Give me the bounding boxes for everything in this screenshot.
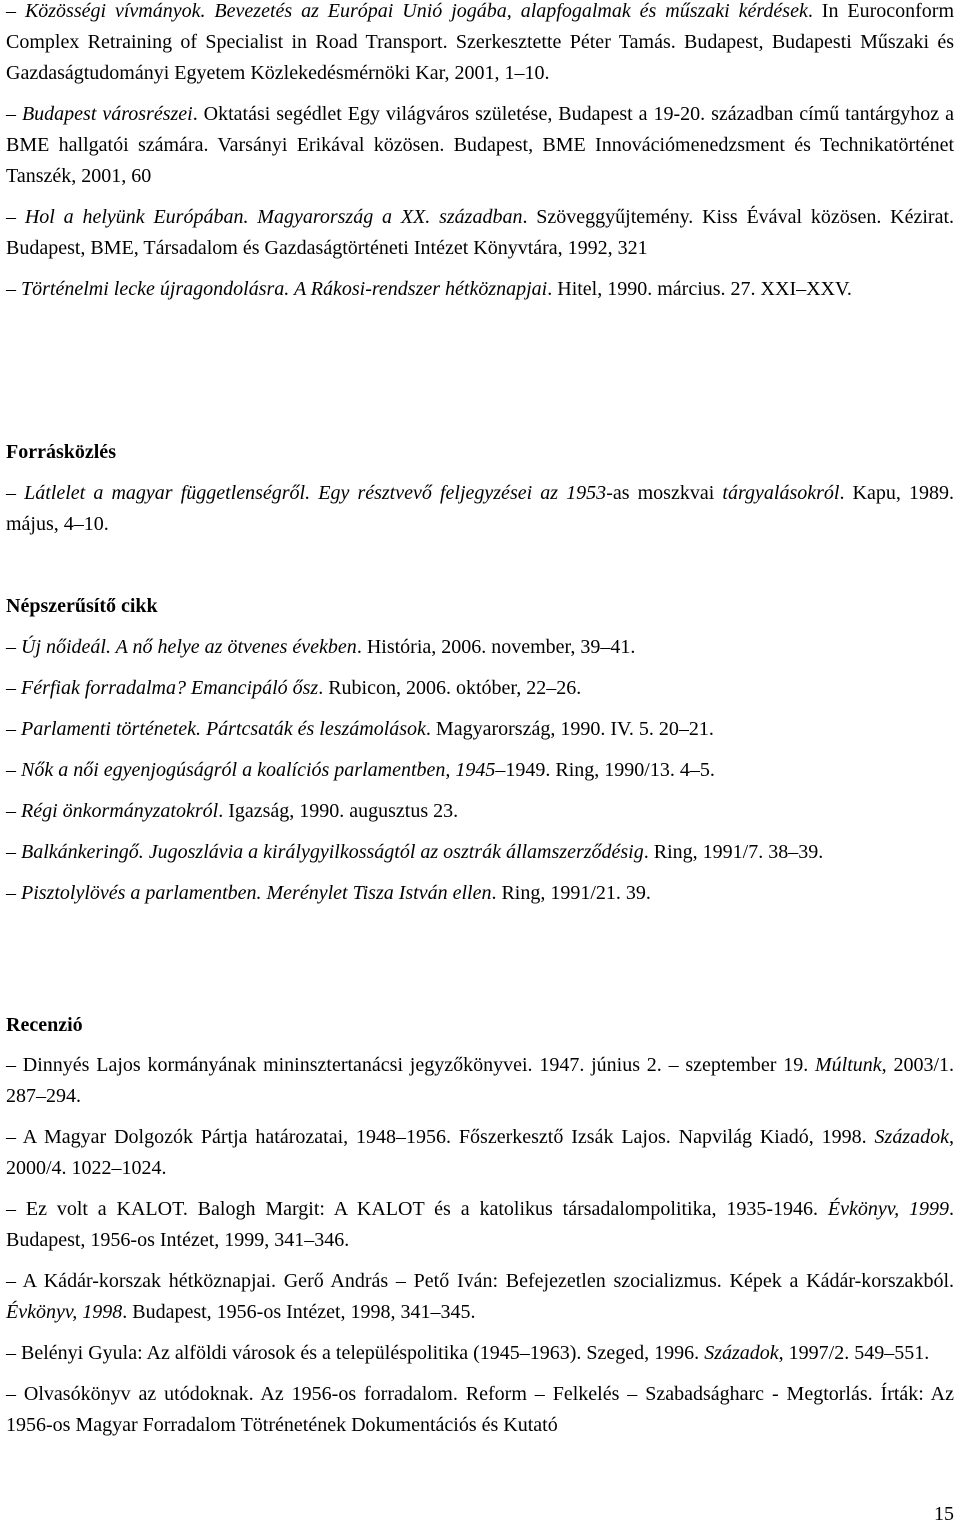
entry-title-italic: Balkánkeringő. Jugoszlávia a királygyilkosságtól az osztrák államszerződésig [21,841,644,863]
entry-text: – [6,677,21,699]
entry-text: , 2000/4. 1022–1024. [6,1126,954,1179]
entry-text: -as moszkvai [606,482,723,504]
entry-text: – [6,278,21,300]
bibliography-list-forraskozles [6,478,954,540]
entry-text: – A Kádár-korszak hétköznapjai. Gerő András – Pető Iván: Befejezetlen szocializmus. Képek a Kádár-korszakból. [6,1270,954,1292]
bibliography-entry [6,837,954,868]
section-heading-forraskozles: Forrásközlés [6,441,116,463]
entry-title-italic: Közösségi vívmányok. Bevezetés az Európai Unió jogába, alapfogalmak és műszaki kérdések [24,0,808,22]
entry-title-italic: Múltunk [815,1054,882,1076]
entry-text: . Oktatási segédlet Egy világváros születése, Budapest a 19-20. században című tantárgyhoz a BME hallgatói számára. Varsányi Erikával közösen. Budapest, BME Innovációmenedzsment és Technikatörténet Tanszék, 2001, 60 [6,103,955,187]
entry-text: , 1997/2. 549–551. [778,1342,930,1364]
entry-title-italic: Új nőideál. A nő helye az ötvenes években [21,636,357,658]
entry-text: – [6,882,21,904]
entry-text: – [6,718,21,740]
bibliography-entry [6,632,954,663]
entry-text: . História, 2006. november, 39–41. [356,636,636,658]
entry-title-italic: Látlelet a magyar függetlenségről. Egy résztvevő feljegyzései az 1953 [24,482,607,504]
bibliography-entry [6,1194,954,1256]
entry-text: – A Magyar Dolgozók Pártja határozatai, 1948–1956. Főszerkesztő Izsák Lajos. Napvilág Kiadó, 1998. [6,1126,875,1148]
entry-text: . Kapu, 1989. május, 4–10. [6,482,954,535]
entry-text: . Budapest, 1956-os Intézet, 1998, 341–345. [122,1301,476,1323]
entry-text: – Belényi Gyula: Az alföldi városok és a településpolitika (1945–1963). Szeged, 1996. [6,1342,705,1364]
section-heading-recenzio: Recenzió [6,1014,83,1036]
bibliography-entry [6,202,954,264]
entry-text: – [6,103,22,125]
entry-title-italic: Férfiak forradalma? Emancipáló ősz [21,677,319,699]
bibliography-entry [6,1266,954,1328]
entry-title-italic: Hol a helyünk Európában. Magyarország a XX. században [24,206,523,228]
page-number: 15 [934,1503,954,1525]
bibliography-entry [6,878,954,909]
bibliography-entry [6,274,954,305]
entry-title-italic: Évkönyv, 1999 [827,1198,949,1220]
bibliography-list-nepszerusito [6,632,954,909]
bibliography-list-top [6,0,954,305]
entry-text: , 2003/1. 287–294. [6,1054,954,1107]
entry-text: – Dinnyés Lajos kormányának mininsztertanácsi jegyzőkönyvei. 1947. június 2. – szeptember 19. [6,1054,815,1076]
section-heading-nepszerusito: Népszerűsítő cikk [6,595,158,617]
entry-text: – Ez volt a KALOT. Balogh Margit: A KALOT és a katolikus társadalompolitika, 1935-1946. [6,1198,828,1220]
entry-text: 1949. Ring, 1990/13. 4–5. [505,759,715,781]
entry-text: – [6,841,21,863]
entry-text: . In Euroconform Complex Retraining of Specialist in Road Transport. Szerkesztette Péter Tamás. Budapest, Budapesti Műszaki és Gazdaságtudományi Egyetem Közlekedésmérnöki Kar, 2001, 1–10. [6,0,955,84]
entry-title-italic: Budapest városrészei [21,103,193,125]
entry-text: . Igazság, 1990. augusztus 23. [218,800,459,822]
bibliography-entry [6,796,954,827]
bibliography-entry [6,714,954,745]
entry-text: – [6,482,25,504]
entry-title-italic: Történelmi lecke újragondolásra. A Rákosi-rendszer hétköznapjai [21,278,548,300]
entry-text: – [6,206,25,228]
entry-text: – [6,636,21,658]
entry-text: – [6,0,25,22]
entry-text: – Olvasókönyv az utódoknak. Az 1956-os forradalom. Reform – Felkelés – Szabadságharc - Megtorlás. Írták: Az 1956-os Magyar Forradalom Tötrénetének Dokumentációs és Kutató [6,1383,954,1436]
entry-title-italic: Századok [874,1126,949,1148]
entry-text: – [6,759,21,781]
entry-title-italic: Századok [704,1342,779,1364]
entry-title-italic: tárgyalásokról [722,482,840,504]
entry-title-italic: Parlamenti történetek. Pártcsaták és leszámolások [21,718,426,740]
entry-text: . Szöveggyűjtemény. Kiss Évával közösen. Kézirat. Budapest, BME, Társadalom és Gazdaságtörténeti Intézet Könyvtára, 1992, 321 [6,206,955,259]
entry-text: . Budapest, 1956-os Intézet, 1999, 341–346. [6,1198,954,1251]
bibliography-entry [6,673,954,704]
bibliography-entry [6,755,954,786]
entry-title-italic: Évkönyv, 1998 [6,1301,123,1323]
bibliography-entry [6,478,954,540]
entry-text: . Hitel, 1990. március. 27. XXI–XXV. [547,278,852,300]
bibliography-entry [6,1379,954,1441]
entry-title-italic: Pisztolylövés a parlamentben. Merénylet Tisza István ellen [21,882,492,904]
bibliography-entry [6,1122,954,1184]
bibliography-entry [6,99,954,192]
bibliography-entry [6,0,954,89]
entry-text: . Rubicon, 2006. október, 22–26. [318,677,582,699]
bibliography-entry [6,1050,954,1112]
entry-text: . Ring, 1991/7. 38–39. [643,841,824,863]
entry-title-italic: Régi önkormányzatokról [21,800,219,822]
entry-text: – [6,800,21,822]
bibliography-list-recenzio [6,1050,954,1441]
entry-text: . Ring, 1991/21. 39. [491,882,651,904]
entry-title-italic: Nők a női egyenjogúságról a koalíciós parlamentben, 1945– [21,759,506,781]
entry-text: . Magyarország, 1990. IV. 5. 20–21. [425,718,714,740]
bibliography-entry [6,1338,954,1369]
